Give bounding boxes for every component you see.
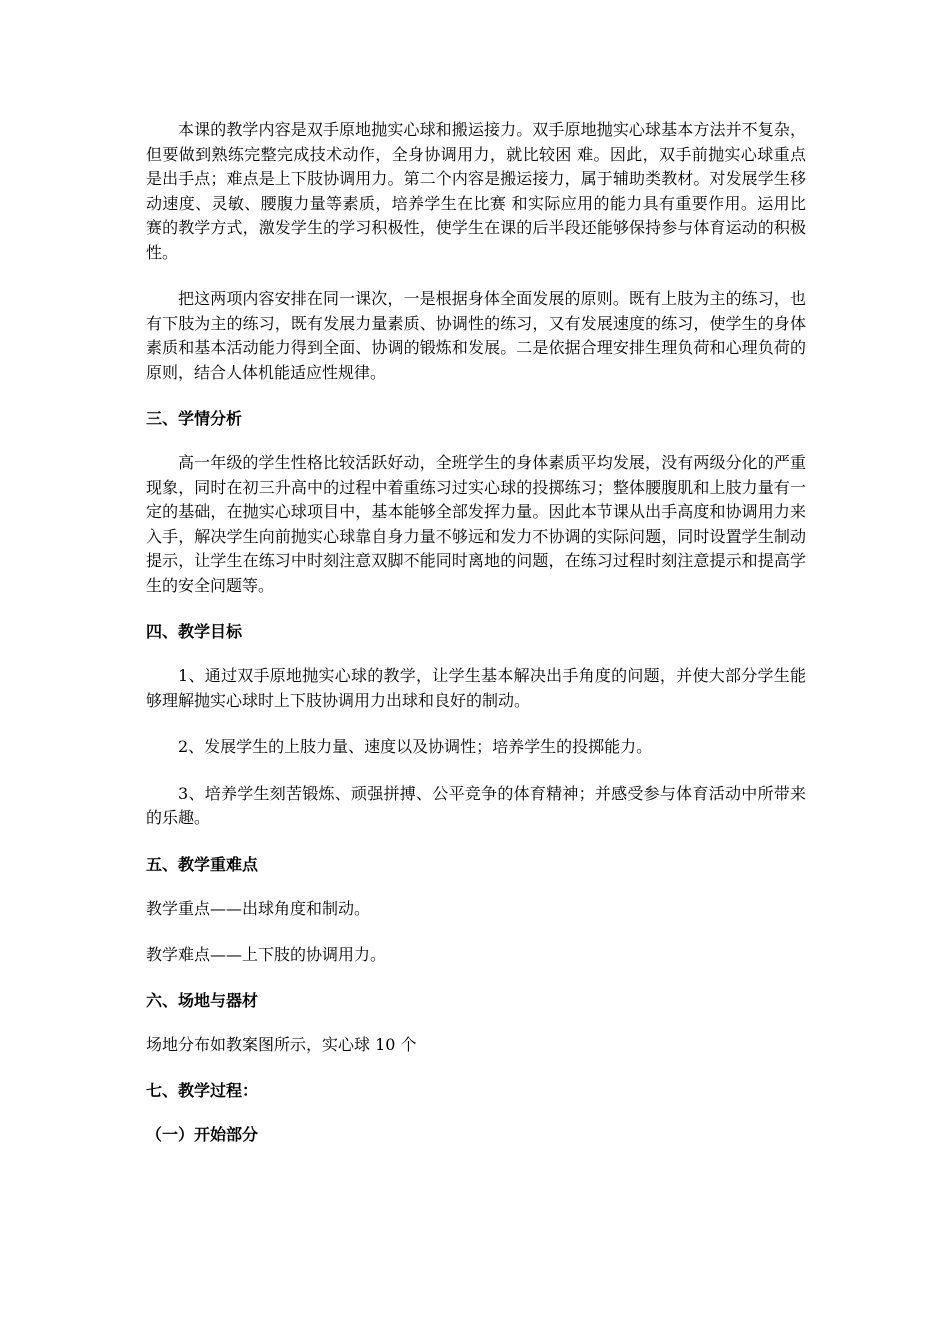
intro-paragraph-1: 本课的教学内容是双手原地抛实心球和搬运接力。双手原地抛实心球基本方法并不复杂，但要做到熟练完整完成技术动作，全身协调用力，就比较困 难。因此，双手前抛实心球重点是出手点；难点是上下肢协调用力。第二个内容是搬运接力，属于辅助类教材。对发展学生移动速度、灵敏、腰腹力量等素质，培养学生在比赛 和实际应用的能力具有重要作用。运用比赛的教学方式，激发学生的学习积极性，使学生在课的后半段还能够保持参与体育运动的积极性。 bbox=[146, 120, 806, 262]
key-point-text: 教学重点——出球角度和制动。 bbox=[146, 898, 371, 918]
intro-paragraph-2: 把这两项内容安排在同一课次，一是根据身体全面发展的原则。既有上肢为主的练习，也有下肢为主的练习，既有发展力量素质、协调性的练习，又有发展速度的练习，使学生的身体素质和基本活动能力得到全面、协调的锻炼和发展。二是依据合理安排生理负荷和心理负荷的原则，结合人体机能适应性规律。 bbox=[146, 289, 806, 382]
teaching-goal-3: 3、培养学生刻苦锻炼、顽强拼搏、公平竞争的体育精神；并感受参与体育活动中所带来的乐趣。 bbox=[146, 783, 806, 827]
section-heading-student-analysis: 三、学情分析 bbox=[146, 409, 243, 428]
sub-heading-opening-part: （一）开始部分 bbox=[146, 1124, 259, 1144]
document-body bbox=[146, 118, 806, 1147]
difficulty-text: 教学难点——上下肢的协调用力。 bbox=[146, 944, 387, 964]
teaching-goal-1: 1、通过双手原地抛实心球的教学，让学生基本解决出手角度的问题，并使大部分学生能够理解抛实心球时上下肢协调用力出球和良好的制动。 bbox=[146, 666, 806, 710]
section-heading-key-difficult-points: 五、教学重难点 bbox=[146, 854, 259, 874]
section-heading-teaching-process: 七、教学过程： bbox=[146, 1080, 259, 1100]
teaching-goal-2: 2、发展学生的上肢力量、速度以及协调性；培养学生的投掷能力。 bbox=[178, 737, 653, 756]
venue-equipment-text: 场地分布如教案图所示，实心球 10 个 bbox=[146, 1034, 417, 1054]
student-analysis-paragraph: 高一年级的学生性格比较活跃好动，全班学生的身体素质平均发展，没有两级分化的严重现象，同时在初三升高中的过程中着重练习过实心球的投掷练习；整体腰腹肌和上肢力量有一定的基础，在抛实心球项目中，基本能够全部发挥力量。因此本节课从出手高度和协调用力来入手，解决学生向前抛实心球靠自身力量不够远和发力不协调的实际问题，同时设置学生制动提示，让学生在练习中时刻注意双脚不能同时离地的问题，在练习过程时刻注意提示和提高学生的安全问题等。 bbox=[146, 453, 806, 595]
section-heading-venue-equipment: 六、场地与器材 bbox=[146, 990, 259, 1010]
section-heading-teaching-goals: 四、教学目标 bbox=[146, 622, 243, 641]
